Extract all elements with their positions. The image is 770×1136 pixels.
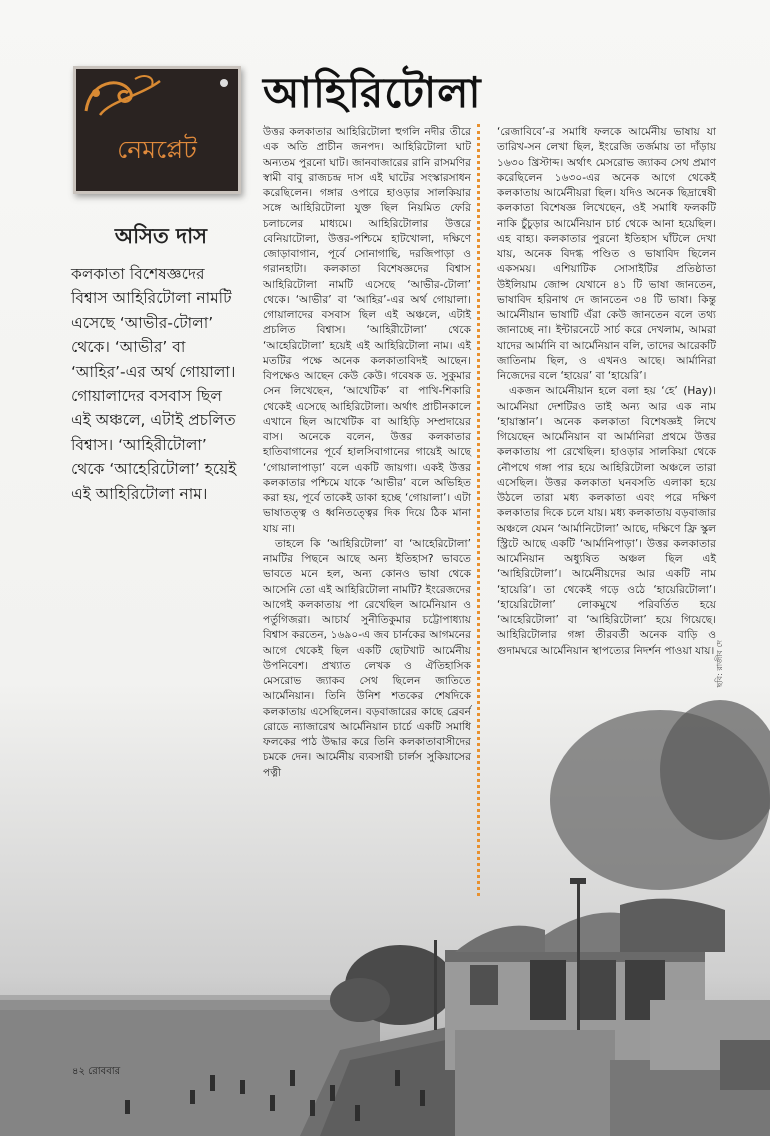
column-2-paragraph-2: একজন আর্মেনীয়ান হলে বলা হয় ‘হে’ (Hay)। আর্মেনিয়া দেশটিরও তাই অন্য আর এক নাম ‘হায়াস্তান’। অনেক কলকাতা বিশেষজ্ঞই লিখে গিয়েছেন আর্মেনিয়ান বা আর্মানিরা প্রথমে উত্তর কলকাতায় পা রেখেছিল। হাওড়ার সালকিয়া থেকে নৌপথে গঙ্গা পার হয়ে আহিরিটোলা অঞ্চলে তারা এসেছিল। উত্তর কলকাতা ঘনবসতি এলাকা হয়ে উঠলে তারা মধ্য কলকাতা এবং পরে দক্ষিণ কলকাতার দিকে চলে যায়। মধ্য কলকাতায় বড়বাজার অঞ্চলে যেমন ‘আর্মানিটোলা’ আছে, দক্ষিণে ফ্রি স্কুল স্ট্রিটে আছে একটি ‘আর্মানিপাড়া’। উত্তর কলকাতার আর্মেনিয়ান অধ্যুষিত অঞ্চল ছিল এই ‘আহিরিটোলা’। আর্মেনীয়দের আর একটি নাম ‘হায়েরি’। তা থেকেই গড়ে ওঠে ‘হায়েরিটোলা’। ‘হায়েরিটোলা’ লোকমুখে পরিবর্তিত হয়ে ‘আহেরিটোলা’ বা ‘আহিরিটোলা’ হয়ে গিয়েছে। আহিরিটোলার গঙ্গা তীরবর্তী অনেক বাড়ি ও গুদামঘরে আর্মেনিয়ান স্থাপত্যের নিদর্শন পাওয়া যায়। — [497, 385, 716, 657]
nameplate-badge — [73, 66, 241, 194]
article-column-2 — [497, 125, 716, 659]
column-2-paragraph-1: ‘রেজাবিবে’-র সমাধি ফলকে আর্মেনীয় ভাষায় যা তারিখ-সন লেখা ছিল, ইংরেজি তর্জমায় তা দাঁড়ায় ১৬৩০ খ্রিস্টাব্দ। অর্থাৎ মেসরোভ জ্যাকব সেথ প্রমাণ করেছিলেন ১৬৩০-এর অনেক আগে থেকেই কলকাতায় আর্মেনীয়রা ছিল। যদিও অনেক ছিদ্রান্বেষী কলকাতা বিশেষজ্ঞ লিখেছেন, ওই সমাধি ফলকটি নাকি চুঁচুড়ার আর্মেনিয়ান চার্চ থেকে আনা হয়েছিল। এহ বাহ্য। কলকাতার পুরনো ইতিহাস ঘাঁটলে দেখা যায়, অনেক বিদগ্ধ পণ্ডিত ও ভাষাবিদ ছিলেন একসময়। এশিয়াটিক সোসাইটির প্রতিষ্ঠাতা উইলিয়াম জোন্স যেখানে ৪১ টি ভাষা জানতেন, ভাষাবিদ হরিনাথ দে জানতেন ৩৪ টি ভাষা। কিন্তু আর্মেনীয়ান ভাষাটি এঁরা কেউ জানতেন বলে তথ্য জানাচ্ছে না। ইন্টারনেটে সার্চ করে দেখলাম, আমরা যাদের আর্মানি বা আর্মেনিয়ান বলি, তাদের আরেকটি জাতিনাম ছিল, ও এখনও আছে। আর্মানিরা নিজেদের বলে ‘হায়ের’ বা ‘হায়েরি’। — [497, 126, 716, 382]
photo-credit: ছবি: রাজীব দে — [715, 640, 724, 688]
pull-quote: কলকাতা বিশেষজ্ঞদের বিশ্বাস আহিরিটোলা নামটি এসেছে ‘আভীর-টোলা’ থেকে। ‘আভীর’ বা ‘আহির’-এর অর্থ গোয়ালা। গোয়ালাদের বসবাস ছিল এই অঞ্চলে, এটাই প্রচলিত বিশ্বাস। ‘আহিরীটোলা’ থেকে ‘আহেরিটোলা’ হয়েই এই আহিরিটোলা নাম। — [71, 265, 237, 503]
column-divider — [477, 124, 480, 896]
article-title: আহিরিটোলা — [263, 68, 482, 117]
column-1-paragraph-1: উত্তর কলকাতার আহিরিটোলা হুগলি নদীর তীরে এক অতি প্রাচীন জনপদ। আহিরিটোলা ঘাট অন্যতম পুরনো ঘাট। জানবাজারের রানি রাসমণির স্বামী বাবু রাজচন্দ্র দাস এই ঘাটের সংস্কারসাধন করেছিলেন। গঙ্গার ওপারে হাওড়ার সালকিয়ার সঙ্গে আহিরিটোলা যুক্ত ছিল নিয়মিত ফেরি চলাচলের মাধ্যমে। আহিরিটোলার উত্তরে বেনিয়াটোলা, উত্তর-পশ্চিমে হাটখোলা, দক্ষিণে জোড়াবাগান, পূর্বে সোনাগাছি, দরজিপাড়া ও গরানহাটা। কলকাতা বিশেষজ্ঞদের বিশ্বাস আহিরিটোলা নামটি এসেছে ‘আভীর-টোলা’ থেকে। ‘আভীর’ বা ‘আহির’-এর অর্থ গোয়ালা। গোয়ালাদের বসবাস ছিল এই অঞ্চলে, এটাই প্রচলিত বিশ্বাস। ‘আহিরীটোলা’ থেকে ‘আহেরিটোলা’ হয়েই এই আহিরিটোলা নাম। এই মতটির পক্ষে অনেক কলকাতাবিদই আছেন। বিপক্ষেও আছেন কেউ কেউ। গবেষক ড. সুকুমার সেন লিখেছেন, ‘আখেটিক’ বা পাখি-শিকারি থেকেই এসেছে আহিরিটোলা। অর্থাৎ প্রাচীনকালে এখানে ছিল আখেটিক বা আহিড়ি সম্প্রদায়ের বাস। অনেকে বলেন, উত্তর কলকাতার হাতিবাগানের পূর্বে হালসিবাগানের গায়েই আছে ‘গোয়ালাপাড়া’ বলে একটি জায়গা। একই উত্তর কলকাতার পশ্চিমে যাকে ‘আভীর’ বলে অভিহিত করা হয়, পূর্বে তাকেই ডাকা হচ্ছে ‘গোয়ালা’। এটা ভাষাতত্ত্ব ও ধ্বনিতত্ত্বের দিক দিয়ে ঠিক মানা যায় না। — [263, 126, 471, 535]
author-name: অসিত দাস — [114, 223, 208, 248]
column-1-paragraph-2: তাহলে কি ‘আহিরিটোলা’ বা ‘আহেরিটোলা’ নামটির পিছনে আছে অন্য ইতিহাস? ভাবতে ভাবতে মনে হল, অন্য কোনও ভাষা থেকে আসেনি তো এই আহিরিটোলা নামটি? ইংরেজদের আগেই কলকাতায় পা রেখেছিল আর্মেনিয়ান ও পর্তুগিজরা। আচার্য সুনীতিকুমার চট্টোপাধ্যায় বিশ্বাস করতেন, ১৬৯০-এ জব চার্নকের আগমনের আগে থেকেই ছিল একটি ছোটখাট আর্মেনীয় উপনিবেশ। প্রখ্যাত লেখক ও ঐতিহাসিক মেসরোভ জ্যাকব সেথ ছিলেন জাতিতে আর্মেনিয়ান। তিনি উনিশ শতকের শেষদিকে কলকাতায় এসেছিলেন। বড়বাজারের কাছে ব্রেবর্ন রোডে ন্যাজারেথ আর্মেনিয়ান চার্চে একটি সমাধি ফলকের পাঠ উদ্ধার করে তিনি কলকাতাবাসীদের চমকে দেন। আর্মেনীয় ব্যবসায়ী চার্লস সুকিয়াসের পত্নী — [263, 537, 471, 779]
ornament-icon — [80, 71, 170, 121]
article-column-1 — [263, 125, 471, 781]
badge-label: নেমপ্লেট — [117, 135, 197, 164]
page-folio: ৪২ রোববার — [72, 1066, 121, 1077]
badge-pin — [220, 79, 228, 87]
